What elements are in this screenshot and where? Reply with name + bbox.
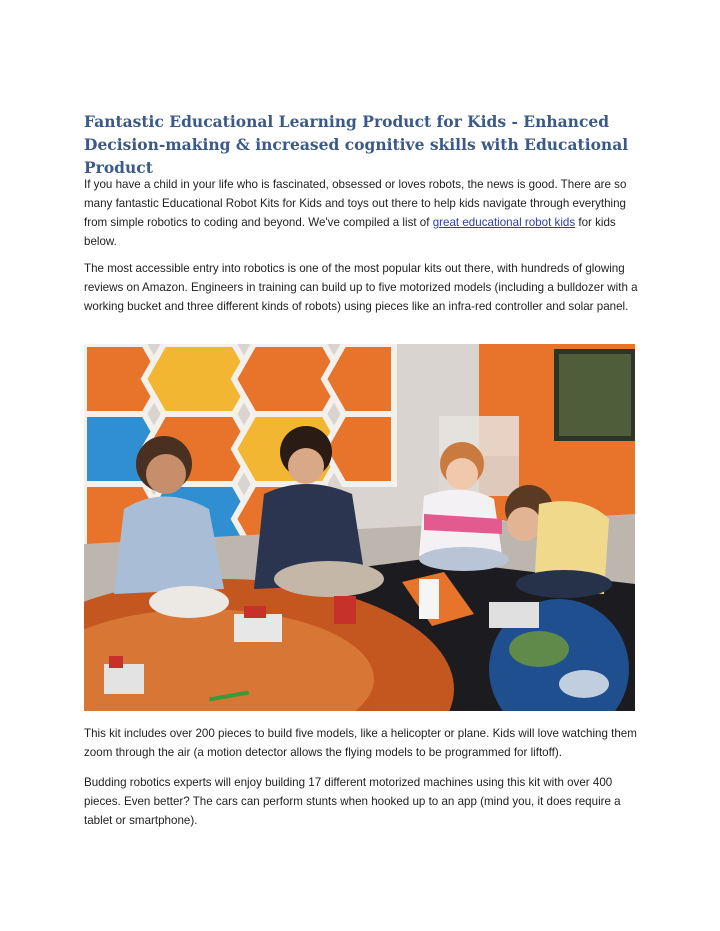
educational-robot-kids-link[interactable]: great educational robot kids <box>432 216 576 229</box>
intro-text-start: If you have a child in your life who is fascinated, obsessed or loves robots, the news is good. There are so many fantastic Educational Robot Kits for Kids and toys out there to help kids navigate through everything from simple robotics to coding and beyond. We've compiled a list of <box>84 178 627 229</box>
intro-paragraph <box>84 175 640 251</box>
intro-text-end: for kids below. <box>84 216 616 248</box>
helicopter-kit-paragraph: This kit includes over 200 pieces to build five models, like a helicopter or plane. Kids will love watching them zoom through the air (a motion detector allows the flying models to be programmed for liftoff). <box>84 727 637 759</box>
page-title: Fantastic Educational Learning Product for Kids - Enhanced Decision-making & increased cognitive skills with Educational Product <box>84 112 629 177</box>
motorized-machines-paragraph: Budding robotics experts will enjoy building 17 different motorized machines using this kit with over 400 pieces. Even better? The cars can perform stunts when hooked up to an app (mind you, it does require a tablet or smartphone). <box>84 776 621 827</box>
kids-building-robots-photo <box>84 344 635 711</box>
accessible-entry-paragraph: The most accessible entry into robotics is one of the most popular kits out there, with hundreds of glowing reviews on Amazon. Engineers in training can build up to five motorized models (including a bulldozer with a working bucket and three different kinds of robots) using pieces like an infra-red controller and solar panel. <box>84 262 638 313</box>
